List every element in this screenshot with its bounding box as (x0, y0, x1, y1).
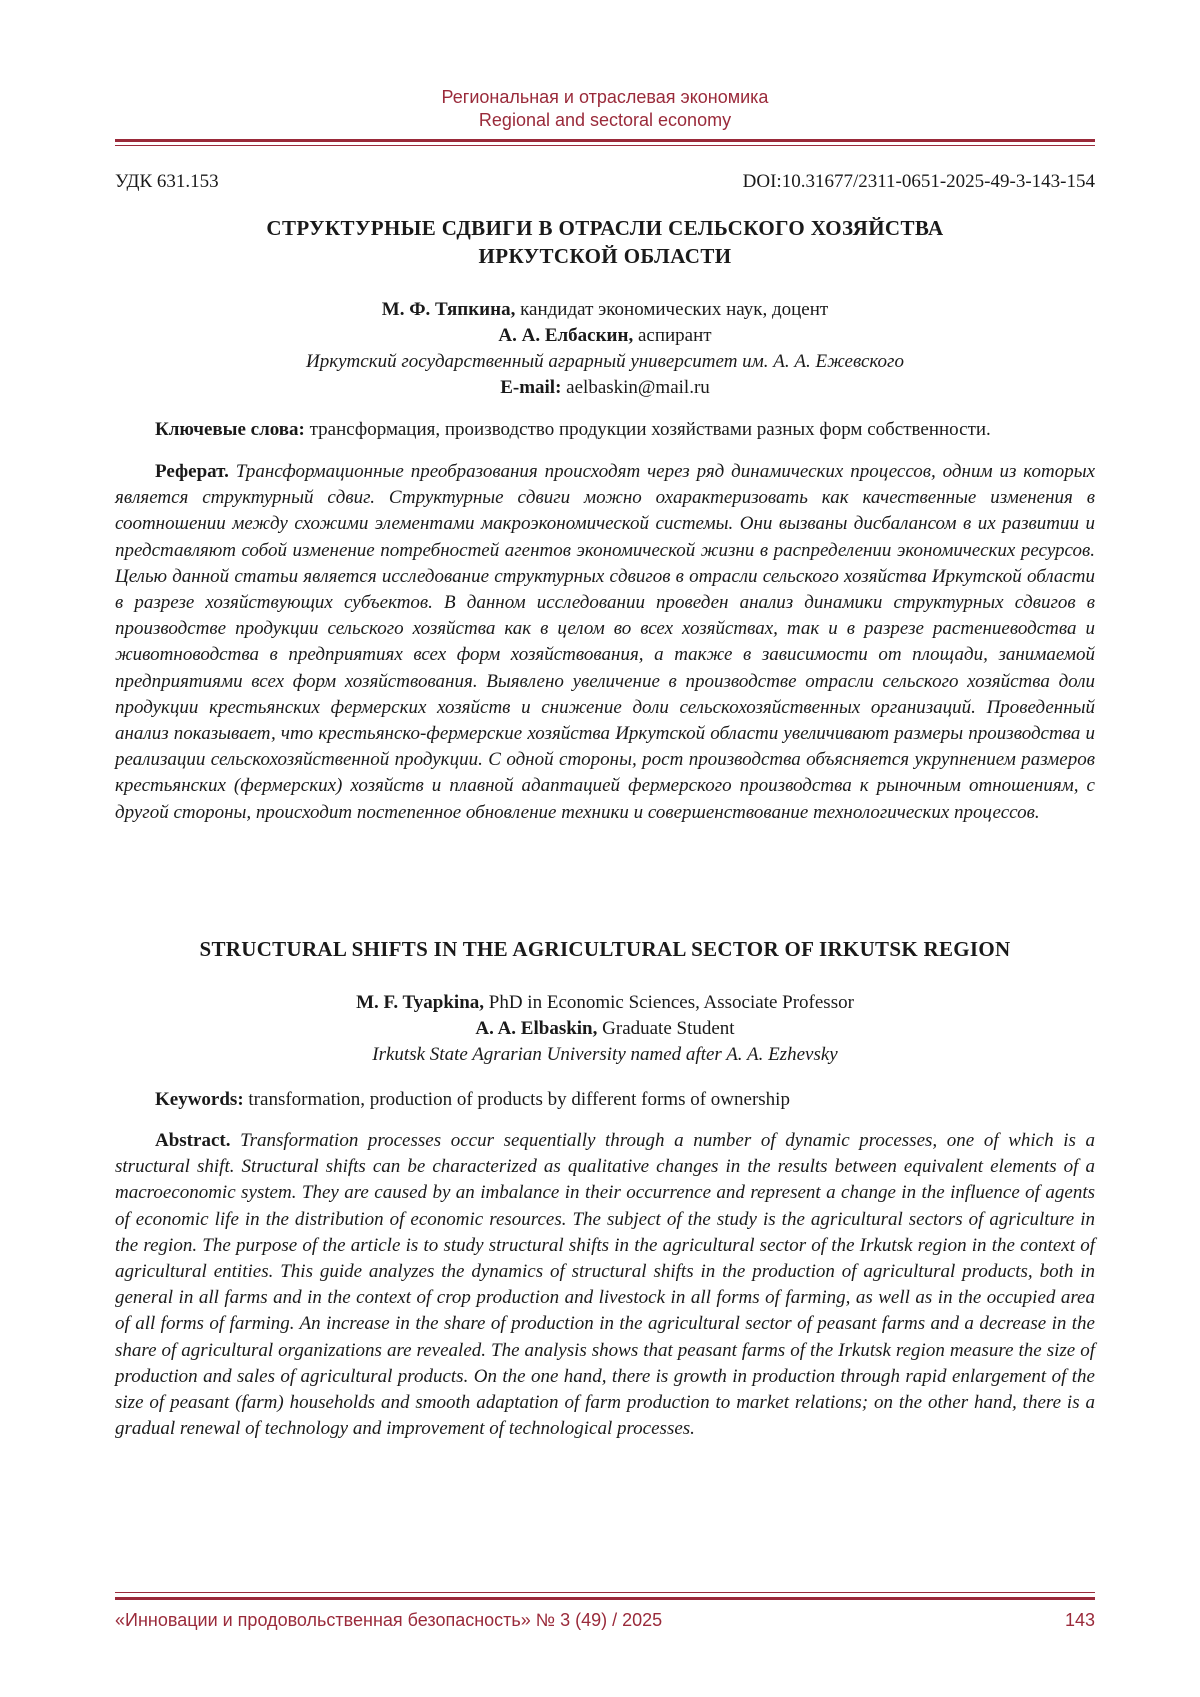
page-number: 143 (1064, 1610, 1095, 1630)
doi-identifier: DOI:10.31677/2311-0651-2025-49-3-143-154 (742, 171, 1095, 192)
author-ru-1 (115, 297, 1095, 323)
author-ru-1-role: кандидат экономических наук, доцент (515, 299, 829, 320)
keywords-ru-label: Ключевые слова: (155, 419, 305, 440)
header-rule-thick (115, 139, 1095, 142)
abstract-en-label: Abstract. (155, 1130, 231, 1151)
udc-code: УДК 631.153 (115, 171, 219, 192)
author-en-2-name: A. A. Elbaskin, (475, 1018, 598, 1039)
author-ru-2-role: аспирант (633, 325, 712, 346)
keywords-en-text: transformation, production of products by different forms of ownership (243, 1089, 790, 1110)
journal-name: «Инновации и продовольственная безопасность» № 3 (49) / 2025 (115, 1610, 663, 1630)
title-ru-line1: СТРУКТУРНЫЕ СДВИГИ В ОТРАСЛИ СЕЛЬСКОГО ХОЗЯЙСТВА (266, 216, 944, 240)
affiliation-ru: Иркутский государственный аграрный университет им. А. А. Ежевского (306, 351, 904, 372)
author-email (115, 375, 1095, 401)
author-en-1-name: M. F. Tyapkina, (356, 992, 485, 1013)
footer-rule-thin (115, 1592, 1095, 1593)
header-section-ru: Региональная и отраслевая экономика (441, 87, 769, 107)
footer-rule-thick (115, 1597, 1095, 1600)
abstract-ru-label: Реферат. (155, 461, 229, 482)
affiliation-en: Irkutsk State Agrarian University named after A. A. Ezhevsky (372, 1044, 838, 1065)
keywords-en-label: Keywords: (155, 1089, 244, 1110)
running-header (115, 86, 1095, 132)
keywords-en (115, 1087, 1095, 1113)
email-value[interactable]: aelbaskin@mail.ru (561, 377, 710, 398)
author-en-1 (115, 990, 1095, 1016)
abstract-ru (115, 459, 1095, 826)
header-section-en: Regional and sectoral economy (478, 110, 732, 130)
header-rule-thin (115, 145, 1095, 146)
author-en-2 (115, 1016, 1095, 1042)
article-title-en: STRUCTURAL SHIFTS IN THE AGRICULTURAL SECTOR OF IRKUTSK REGION (199, 937, 1011, 961)
author-en-2-role: Graduate Student (597, 1018, 735, 1039)
article-title-ru (115, 214, 1095, 270)
email-label: E-mail: (500, 377, 562, 398)
author-ru-2-name: А. А. Елбаскин, (498, 325, 634, 346)
authors-ru (115, 297, 1095, 401)
title-ru-line2: ИРКУТСКОЙ ОБЛАСТИ (478, 244, 732, 268)
author-ru-1-name: М. Ф. Тяпкина, (381, 299, 516, 320)
author-en-1-role: PhD in Economic Sciences, Associate Professor (484, 992, 854, 1013)
authors-en (115, 990, 1095, 1068)
keywords-ru (115, 417, 1095, 443)
abstract-en (115, 1128, 1095, 1442)
abstract-ru-text: Трансформационные преобразования происходят через ряд динамических процессов, одним из которых является структурный сдвиг. Структурные сдвиги можно охарактеризовать как качественные изменения в соотношении между схожими элементами макроэкономической системы. Они вызваны дисбалансом в их развитии и представляют собой изменение потребностей агентов экономической жизни в распределении экономических ресурсов. Целью данной статьи является исследование структурных сдвигов в отрасли сельского хозяйства Иркутской области в разрезе хозяйствующих субъектов. В данном исследовании проведен анализ динамики структурных сдвигов в производстве продукции сельского хозяйства как в целом во всех хозяйствах, так и в разрезе растениеводства и животноводства в предприятиях всех форм хозяйствования, а также в зависимости от площади, занимаемой предприятиями всех форм хозяйствования. Выявлено увеличение в производстве отрасли сельского хозяйства доли продукции крестьянских фермерских хозяйств и снижение доли сельскохозяйственных организаций. Проведенный анализ показывает, что крестьянско-фермерские хозяйства Иркутской области увеличивают размеры производства и реализации сельскохозяйственной продукции. С одной стороны, рост производства объясняется укрупнением размеров крестьянских (фермерских) хозяйств и плавной адаптацией фермерского производства к рыночным отношениям, с другой стороны, происходит постепенное обновление техники и совершенствование технологических процессов. (115, 461, 1095, 823)
author-ru-2 (115, 323, 1095, 349)
abstract-en-text: Transformation processes occur sequentially through a number of dynamic processes, one of which is a structural shift. Structural shifts can be characterized as qualitative changes in the results between equivalent elements of a macroeconomic system. They are caused by an imbalance in their occurrence and represent a change in the influence of agents of economic life in the distribution of economic resources. The subject of the study is the agricultural sectors of agriculture in the region. The purpose of the article is to study structural shifts in the agricultural sector of the Irkutsk region in the context of agricultural entities. This guide analyzes the dynamics of structural shifts in the production of agricultural products, both in general in all farms and in the context of crop production and livestock in all forms of farming, as well as in the occupied area of all forms of farming. An increase in the share of production in the agricultural sector of peasant farms and a decrease in the share of agricultural organizations are revealed. The analysis shows that peasant farms of the Irkutsk region measure the size of production and sales of agricultural products. On the one hand, there is growth in production through rapid enlargement of the size of peasant (farm) households and smooth adaptation of farm production to market relations; on the other hand, there is a gradual renewal of technology and improvement of technological processes. (115, 1130, 1095, 1440)
keywords-ru-text: трансформация, производство продукции хозяйствами разных форм собственности. (304, 419, 991, 440)
